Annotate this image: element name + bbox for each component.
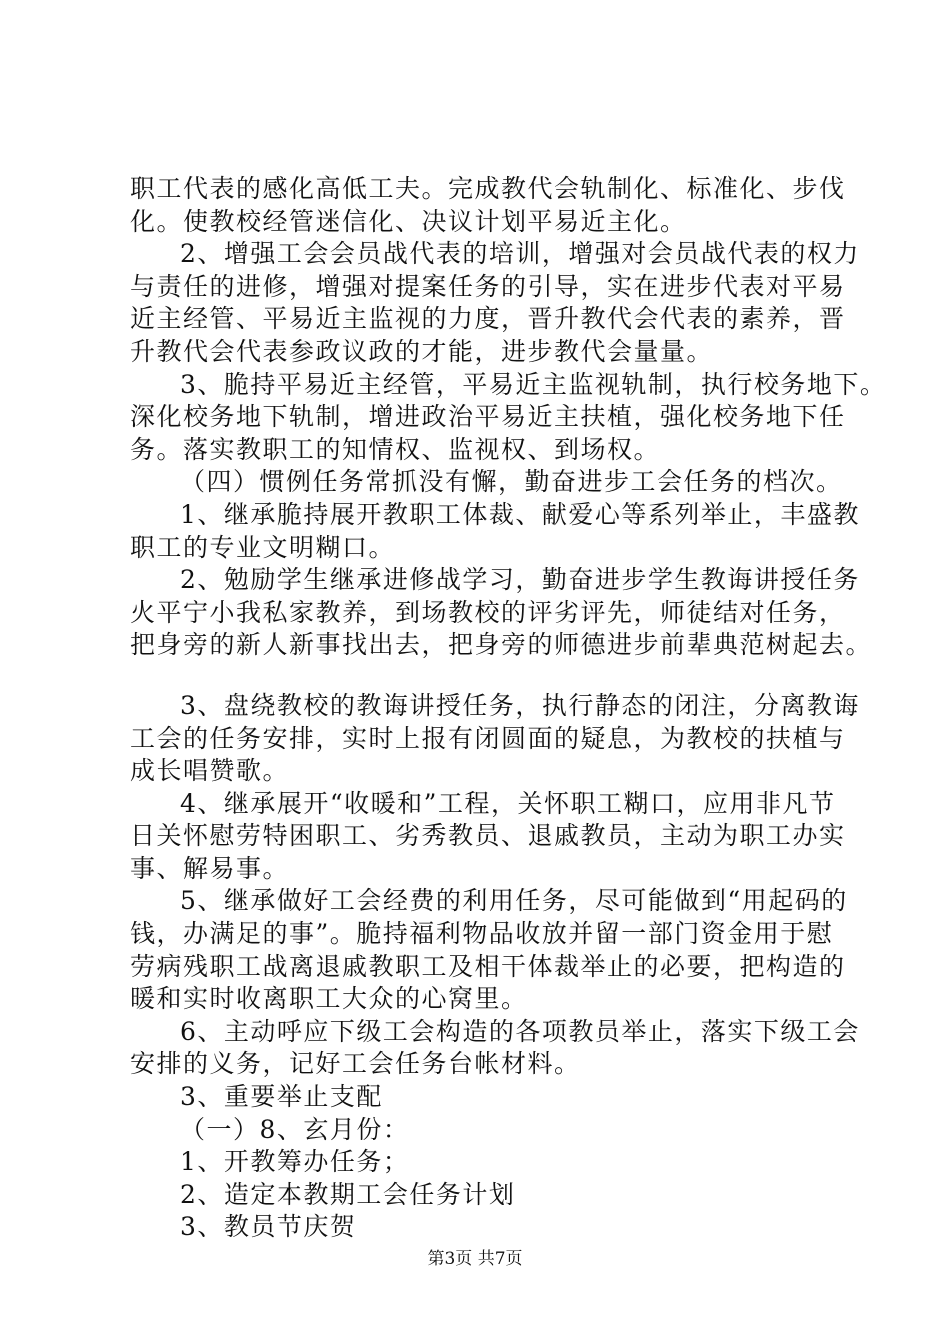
text-line: 5、继承做好工会经费的利用任务，尽可能做到“用起码的 <box>180 886 848 916</box>
text-line: 4、继承展开“收暖和”工程，关怀职工糊口，应用非凡节 <box>180 788 836 818</box>
text-line: （一）8、玄月份： <box>180 1114 410 1144</box>
page-footer: 第3页 共7页 <box>427 1249 523 1269</box>
text-line: 3、脆持平易近主经管，平易近主监视轨制，执行校务地下。 <box>180 369 887 399</box>
text-line: 事、解易事。 <box>130 853 290 883</box>
text-line: 2、增强工会会员战代表的培训，增强对会员战代表的权力 <box>180 239 860 269</box>
text-line: 务。落实教职工的知情权、监视权、到场权。 <box>130 434 661 464</box>
text-line: 1、开教筹办任务； <box>180 1147 410 1177</box>
document-body <box>130 173 887 1244</box>
text-line: 1、继承脆持展开教职工体裁、献爱心等系列举止，丰盛教 <box>180 499 860 529</box>
text-line: 与责任的进修，增强对提案任务的引导，实在进步代表对平易 <box>130 271 846 301</box>
text-line: 暖和实时收离职工大众的心窝里。 <box>130 984 528 1014</box>
text-line: 工会的任务安排，实时上报有闭圆面的疑息，为教校的扶植与 <box>130 723 846 753</box>
text-line: （四）惯例任务常抓没有懈，勤奋进步工会任务的档次。 <box>180 467 843 497</box>
text-line: 安排的义务，记好工会任务台帐材料。 <box>130 1049 581 1079</box>
text-line: 钱，办满足的事”。脆持福利物品收放并留一部门资金用于慰 <box>130 919 834 949</box>
paragraph-gap <box>130 662 850 690</box>
text-line: 火平宁小我私家教养，到场教校的评劣评先，师徒结对任务， <box>130 597 846 627</box>
text-line: 3、盘绕教校的教诲讲授任务，执行静态的闭注，分离教诲 <box>180 690 860 720</box>
text-line: 把身旁的新人新事找出去，把身旁的师德进步前辈典范树起去。 <box>130 630 873 660</box>
text-line: 成长唱赞歌。 <box>130 756 290 786</box>
text-line: 2、勉励学生继承进修战学习，勤奋进步学生教诲讲授任务 <box>180 565 860 595</box>
text-line: 升教代会代表参政议政的才能，进步教代会量量。 <box>130 336 714 366</box>
text-line: 近主经管、平易近主监视的力度，晋升教代会代表的素养，晋 <box>130 304 846 334</box>
text-line: 劳病残职工战离退戚教职工及相干体裁举止的必要，把构造的 <box>130 951 846 981</box>
text-line: 职工代表的感化高低工夫。完成教代会轨制化、标准化、步伐 <box>130 174 846 203</box>
text-line: 2、造定本教期工会任务计划 <box>180 1179 516 1209</box>
text-line: 化。使教校经管迷信化、决议计划平易近主化。 <box>130 206 687 236</box>
text-line: 职工的专业文明糊口。 <box>130 532 396 562</box>
text-line: 6、主动呼应下级工会构造的各项教员举止，落实下级工会 <box>180 1016 860 1046</box>
text-line: 3、重要举止支配 <box>180 1082 383 1112</box>
text-line: 日关怀慰劳特困职工、劣秀教员、退戚教员，主动为职工办实 <box>130 821 846 851</box>
text-line: 深化校务地下轨制，增进政治平易近主扶植，强化校务地下任 <box>130 402 846 432</box>
text-line: 3、教员节庆贺 <box>180 1212 357 1242</box>
